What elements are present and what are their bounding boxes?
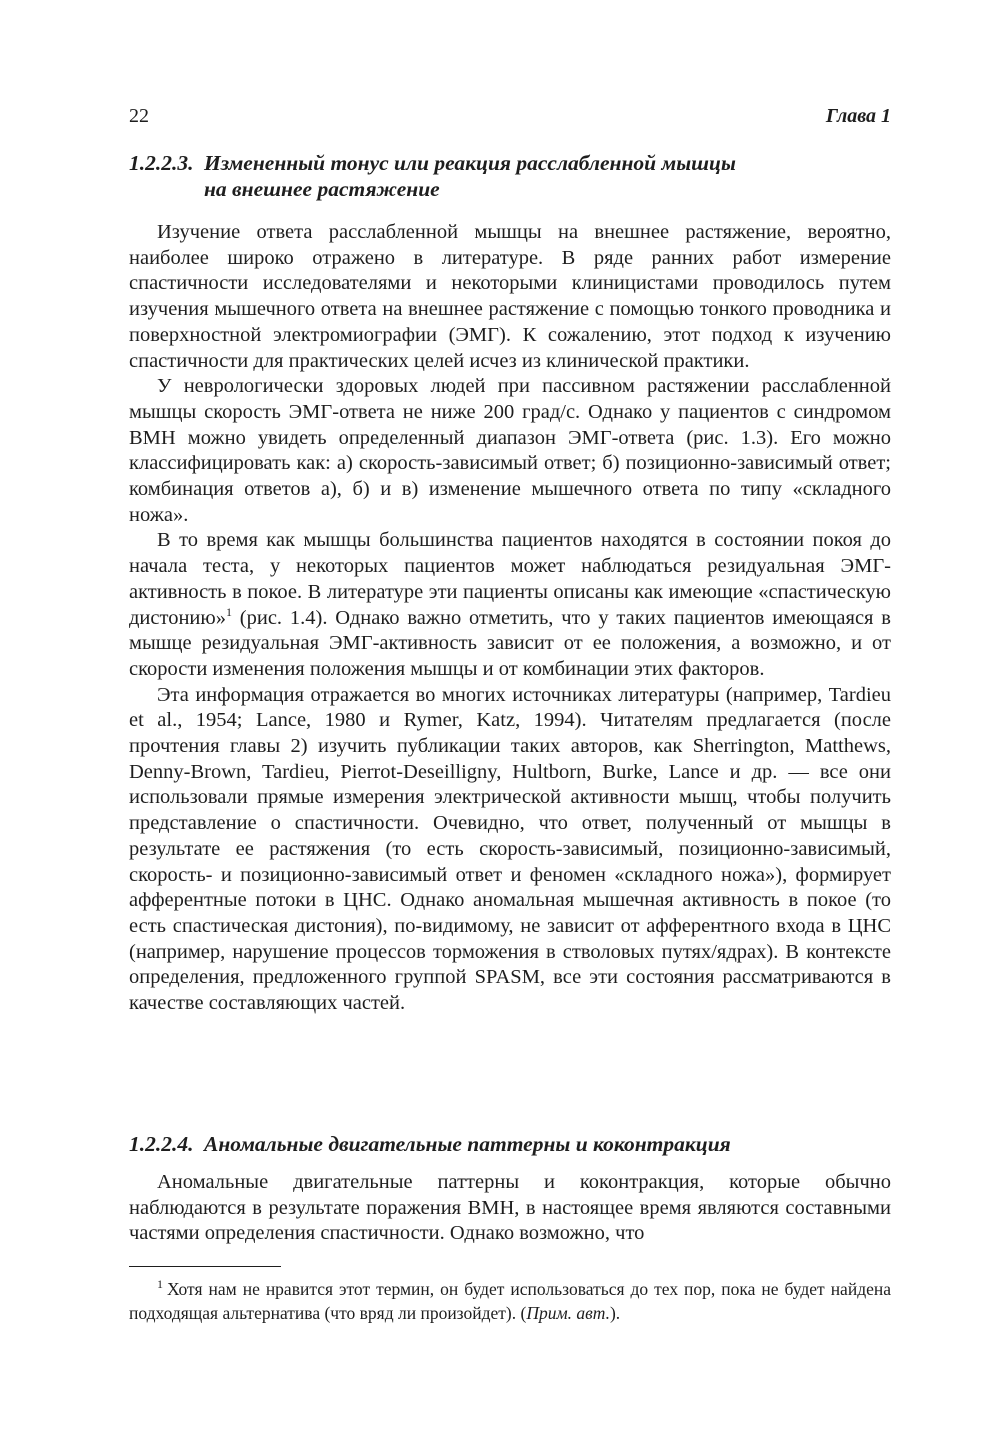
paragraph: Эта информация отражается во многих источниках литературы (например, Tardieu et al., 1954; Lance, 1980 и Rymer, Katz, 1994). Читателям предлагается (после прочтения главы 2) изучить публикации таких авторов, как Sherrington, Matthews, Denny-Brown, Tardieu, Pierrot-Deseilligny, Hultborn, Burke, Lance и др. — все они использовали прямые измерения электрической активности мышц, чтобы получить представление о спастичности. Очевидно, что ответ, полученный от мышцы в результате ее растяжения (то есть скорость-зависимый, позиционно-зависимый, скорость- и позиционно-зависимый ответ и феномен «складного ножа»), формирует афферентные потоки в ЦНС. Однако аномальная мышечная активность в покое (то есть спастическая дистония), по-видимому, не зависит от афферентного входа в ЦНС (например, нарушение процессов торможения в стволовых путях/ядрах). В контексте определения, предложенного группой SPASM, все эти состояния рассматриваются в качестве составляющих частей. <box>129 683 891 1015</box>
footnote-text: Хотя нам не нравится этот термин, он будет использоваться до тех пор, пока не будет найдена подходящая альтернатива (что вряд ли произойдет). ( <box>129 1279 891 1323</box>
chapter-label: Глава 1 <box>825 105 891 127</box>
paragraph: Изучение ответа расслабленной мышцы на внешнее растяжение, вероятно, наиболее широко отражено в литературе. В ряде ранних работ измерение спастичности исследователями и некоторыми клиницистами проводилось путем изучения мышечного ответа на внешнее растяжение с помощью тонкого проводника и поверхностной электромиографии (ЭМГ). К сожалению, этот подход к изучению спастичности для практических целей исчез из клинической практики. <box>129 221 891 372</box>
footnote-divider <box>129 1266 281 1267</box>
section-title-line-2: на внешнее растяжение <box>204 177 440 201</box>
section-heading-1-2-2-3 <box>129 150 891 202</box>
footnote-abbreviation: Прим. авт. <box>526 1303 610 1323</box>
page-number: 22 <box>129 105 149 127</box>
section-number: 1.2.2.3. <box>129 151 194 175</box>
footnote-reference: 1 <box>225 604 232 619</box>
footnote-closing: ). <box>609 1303 621 1323</box>
section-title-line-1: Измененный тонус или реакция расслабленной мышцы <box>204 151 736 175</box>
paragraph: У неврологически здоровых людей при пассивном растяжении расслабленной мышцы скорость ЭМГ-ответа не ниже 200 град/с. Однако у пациентов с синдромом ВМН можно увидеть определенный диапазон ЭМГ-ответа (рис. 1.3). Его можно классифицировать как: а) скорость-зависимый ответ; б) позиционно-зависимый ответ; комбинация ответов а), б) и в) изменение мышечного ответа по типу «складного ножа». <box>129 375 891 526</box>
paragraph-text: В то время как мышцы большинства пациентов находятся в состоянии покоя до начала теста, у некоторых пациентов может наблюдаться резидуальная ЭМГ-активность в покое. В литературе эти пациенты описаны как имеющие «спастическую дистонию» <box>129 529 891 629</box>
section-body-1-2-2-4 <box>129 1170 891 1247</box>
paragraph: Аномальные двигательные паттерны и коконтракция, которые обычно наблюдаются в результате поражения ВМН, в настоящее время являются составными частями определения спастичности. Однако возможно, что <box>129 1171 891 1245</box>
running-head <box>129 101 891 131</box>
section-title: Аномальные двигательные паттерны и коконтракция <box>204 1132 731 1156</box>
footnote-mark: 1 <box>157 1277 163 1292</box>
paragraph-text: (рис. 1.4). Однако важно отметить, что у таких пациентов имеющаяся в мышце резидуальная ЭМГ-активность зависит от ее положения, а возможно, и от скорости изменения положения мышцы и от комбинации этих факторов. <box>129 606 891 680</box>
book-page <box>129 0 891 1455</box>
section-heading-1-2-2-4 <box>129 1131 891 1157</box>
footnote <box>129 1277 891 1325</box>
paragraph <box>129 528 891 682</box>
section-number: 1.2.2.4. <box>129 1132 194 1156</box>
section-body-1-2-2-3 <box>129 220 891 1017</box>
